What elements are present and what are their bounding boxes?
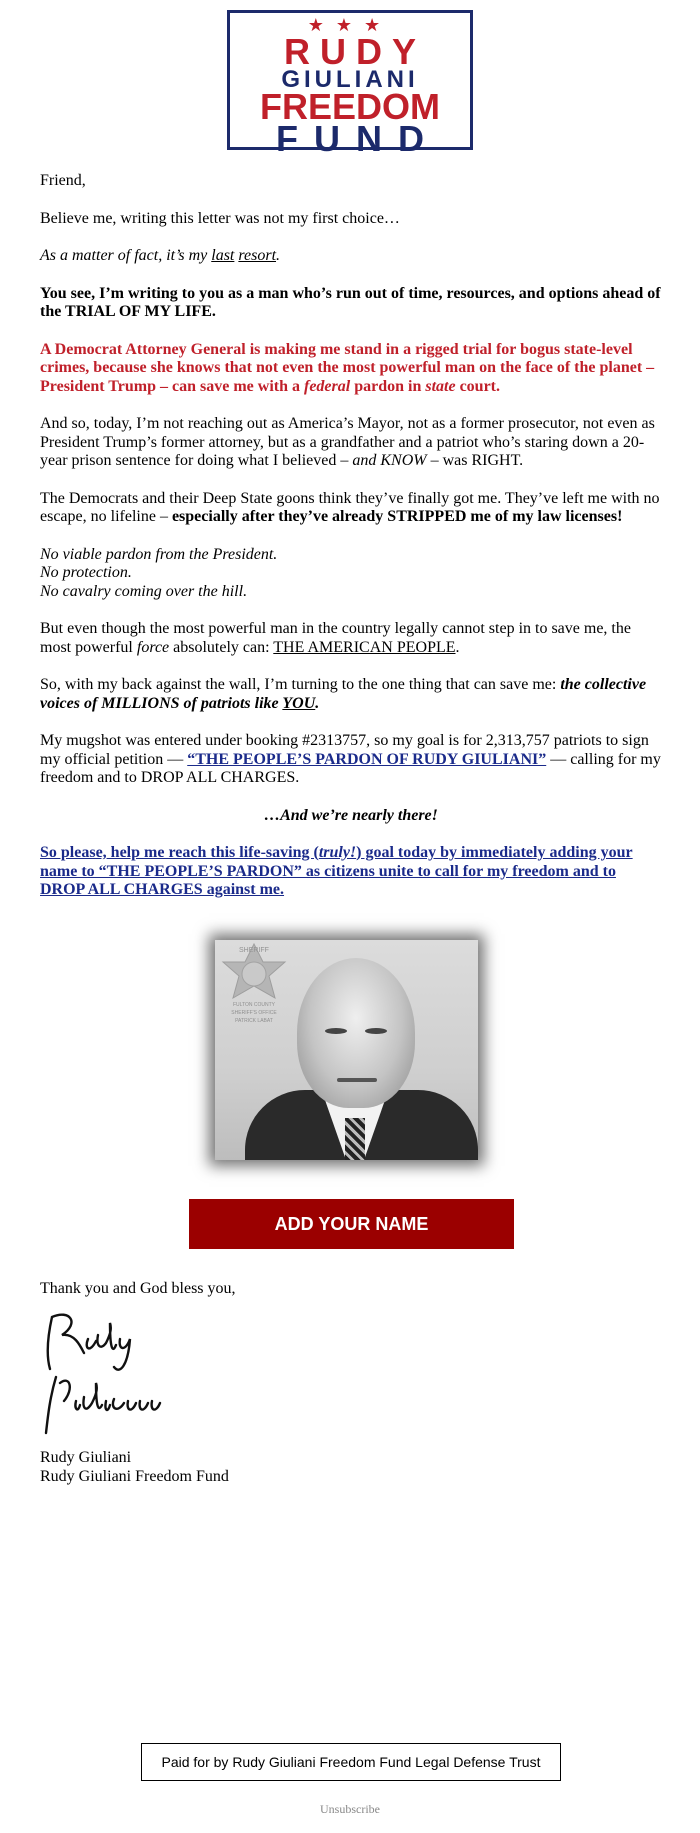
letter-body — [40, 172, 662, 919]
paragraph: So, with my back against the wall, I’m turning to the one thing that can save me: the collective voices of MILLIONS of patriots like YOU. — [40, 676, 647, 712]
paragraph-list: No viable pardon from the President. No protection. No cavalry coming over the hill. — [40, 545, 278, 600]
tie — [345, 1118, 365, 1160]
mugshot-photo — [215, 940, 478, 1160]
paragraph: Believe me, writing this letter was not my first choice… — [40, 209, 400, 227]
mouth — [337, 1078, 377, 1082]
svg-text:SHERIFF: SHERIFF — [239, 947, 269, 954]
unsubscribe-link[interactable]: Unsubscribe — [320, 1802, 380, 1816]
sheriff-badge-icon — [215, 940, 293, 1030]
freedom-fund-logo — [227, 10, 473, 159]
eye-right — [365, 1028, 387, 1034]
logo-line-giuliani: GIULIANI — [281, 66, 419, 93]
paragraph: My mugshot was entered under booking #2313757, so my goal is for 2,313,757 patriots to sign my official petition — “THE PEOPLE’S PARDON OF RUDY GIULIANI” — calling for my freedom and to DROP ALL CHARGES. — [40, 732, 661, 786]
logo-line-fund: FUND — [276, 118, 440, 159]
logo-line-freedom: FREEDOM — [260, 86, 440, 127]
paid-for-disclaimer: Paid for by Rudy Giuliani Freedom Fund Legal Defense Trust — [141, 1743, 561, 1781]
eye-left — [325, 1028, 347, 1034]
greeting: Friend, — [40, 172, 86, 189]
add-your-name-button[interactable]: ADD YOUR NAME — [189, 1199, 514, 1249]
paragraph: And so, today, I’m not reaching out as America’s Mayor, not as a former prosecutor, not even as President Trump’s former attorney, but as a grandfather and a patriot who’s staring down a 20-year prison sentence for doing what I believed – and KNOW – was RIGHT. — [40, 415, 655, 469]
closing-thanks: Thank you and God bless you, — [40, 1280, 236, 1297]
face — [297, 958, 415, 1108]
signature — [40, 1305, 200, 1445]
cta-link-paragraph[interactable] — [40, 844, 662, 900]
signer-name: Rudy Giuliani — [40, 1449, 132, 1466]
svg-text:PATRICK LABAT: PATRICK LABAT — [235, 1018, 273, 1024]
paragraph-red: A Democrat Attorney General is making me stand in a rigged trial for bogus state-level crimes, because she knows that not even the most powerful man on the face of the planet – President Trump – can save me with a federal pardon in state court. — [40, 340, 655, 395]
paragraph: But even though the most powerful man in the country legally cannot step in to save me, the most powerful force absolutely can: THE AMERICAN PEOPLE. — [40, 620, 631, 656]
paragraph: The Democrats and their Deep State goons think they’ve finally got me. They’ve left me with no escape, no lifeline – especially after they’ve already STRIPPED me of my law licenses! — [40, 489, 660, 525]
petition-link[interactable]: “THE PEOPLE’S PARDON OF RUDY GIULIANI” — [187, 750, 547, 768]
signer-block — [40, 1449, 229, 1486]
svg-text:SHERIFF'S OFFICE: SHERIFF'S OFFICE — [231, 1010, 277, 1016]
svg-text:FULTON COUNTY: FULTON COUNTY — [232, 1002, 276, 1008]
paragraph: You see, I’m writing to you as a man who’s run out of time, resources, and options ahead of the TRIAL OF MY LIFE. — [40, 284, 661, 320]
paragraph: As a matter of fact, it’s my last resort. — [40, 247, 281, 264]
paragraph-center: …And we’re nearly there! — [264, 806, 438, 824]
logo-line-rudy: RUDY — [283, 31, 426, 72]
logo-stars: ★★★ — [307, 15, 393, 35]
add-name-link[interactable]: So please, help me reach this life-saving (truly!) goal today by immediately adding your name to “THE PEOPLE’S PARDON” as citizens unite to call for my freedom and to DROP ALL CHARGES against me. — [40, 844, 633, 898]
signer-org: Rudy Giuliani Freedom Fund — [40, 1467, 229, 1485]
